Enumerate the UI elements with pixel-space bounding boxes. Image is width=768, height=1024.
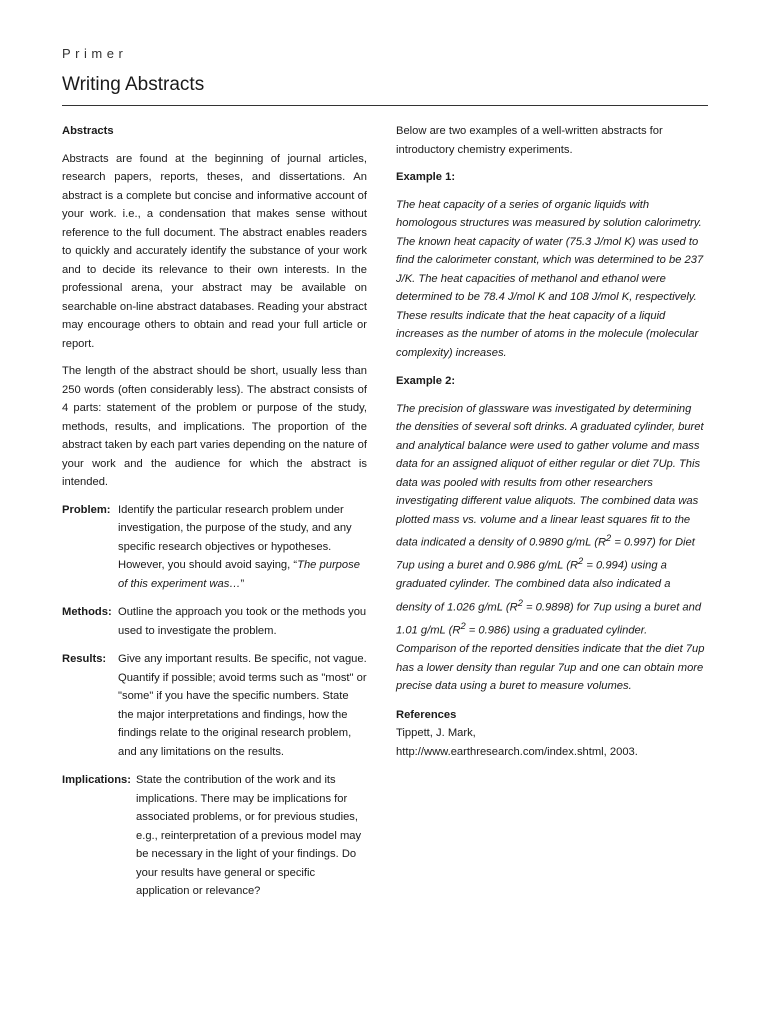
example-1-body: The heat capacity of a series of organic liquids with homologous structures was measured by solution calorimetry. The known heat capacity of water (75.3 J/mol K) was used to find the calorimeter constant, which was determined to be 237 J/K. The heat capacities of methanol and ethanol were determined to be 78.4 J/mol K and 108 J/mol K, respectively. These results indicate that the heat capacity of a liquid increases as the number of atoms in the molecule (molecular complexity) increases. [396, 198, 704, 359]
problem-term: Problem: [62, 503, 111, 516]
references-heading: References [396, 708, 457, 721]
example-2-body: The precision of glassware was investigated by determining the densities of several soft drinks. A graduated cylinder, buret and analytical balance were used to gather volume and mass data for an assigned aliquot of either regular or diet 7Up. This data was pooled with results from other researchers investigating different value aliquots. The combined data was plotted mass vs. volume and a linear least squares fit to the data indicated a density of 0.9890 g/mL $(R^2 = 0.997)$ for Diet 7up using a buret and 0.986 g/mL $(R^2 = 0.994)$ using a graduated cylinder. The combined data also indicated a density of 1.026 g/mL $(R^2 = 0.9898)$ for 7up using a buret and 1.01 g/mL $(R^2 = 0.986)$ using a graduated cylinder. Comparison of the reported densities indicate that the diet 7up has a lower density than regular 7up and one can obtain more precise data using a buret to measure volumes. [396, 402, 705, 693]
abstracts-heading: Abstracts [62, 125, 114, 137]
reference-url[interactable]: http://www.earthresearch.com/index.shtml, 2003. [396, 745, 638, 758]
results-body: Give any important results. Be specific, not vague. Quantify if possible; avoid terms such as "most" or "some" if you have the specific numbers. State the major interpretations and findings, how the findings relate to the original research problem, and any limitations on the results. [118, 653, 367, 758]
implications-definition [62, 771, 367, 901]
problem-quote: The purpose of this experiment was… [118, 559, 360, 590]
reference-author: Tippett, J. Mark, [396, 727, 476, 740]
examples-intro: Below are two examples of a well-written abstracts for introductory chemistry experiments. [396, 125, 663, 156]
results-term: Results: [62, 653, 107, 665]
left-column [62, 122, 367, 911]
results-definition [62, 650, 367, 761]
length-paragraph: The length of the abstract should be short, usually less than 250 words (often considerably less). The abstract consists of 4 parts: statement of the problem or purpose of the study, methods, results, and implications. The proportion of the abstract taken by each part varies depending on the nature of your work and the audience for which the abstract is intended. [62, 365, 367, 488]
implications-term: Implications: [62, 774, 131, 786]
methods-body: Outline the approach you took or the methods you used to investigate the problem. [118, 606, 367, 637]
methods-term: Methods: [62, 606, 112, 618]
methods-definition [62, 603, 367, 640]
example-1-heading: Example 1: [396, 171, 456, 183]
implications-body: State the contribution of the work and its implications. There may be implications for associated problems, or for previous studies, e.g., reinterpretation of a previous model may be necessary in the light of your findings. Do your results have general or specific application or relevance? [136, 774, 362, 897]
example-2-heading: Example 2: [396, 375, 456, 387]
intro-paragraph: Abstracts are found at the beginning of journal articles, research papers, reports, theses, and dissertations. An abstract is a complete but concise and informative account of your work. i.e., a condensation that makes sense without reference to the full document. The abstract enables readers to quickly and accurately identify the substance of your work and to decide its relevance to their own interests. In the professional arena, your abstract may be available on searchable on-line abstract databases. Reading your abstract may encourage others to obtain and read your full article or report. [62, 152, 367, 350]
page-title: Writing Abstracts [62, 74, 205, 95]
section-kicker: Primer [62, 46, 128, 61]
title-divider [62, 105, 708, 106]
right-column [396, 122, 708, 761]
problem-definition [62, 501, 367, 594]
problem-body: Identify the particular research problem under investigation, the purpose of the study, and any specific research objectives or hypotheses. However, you should avoid saying, “The purpose of this experiment was…” [118, 503, 360, 590]
